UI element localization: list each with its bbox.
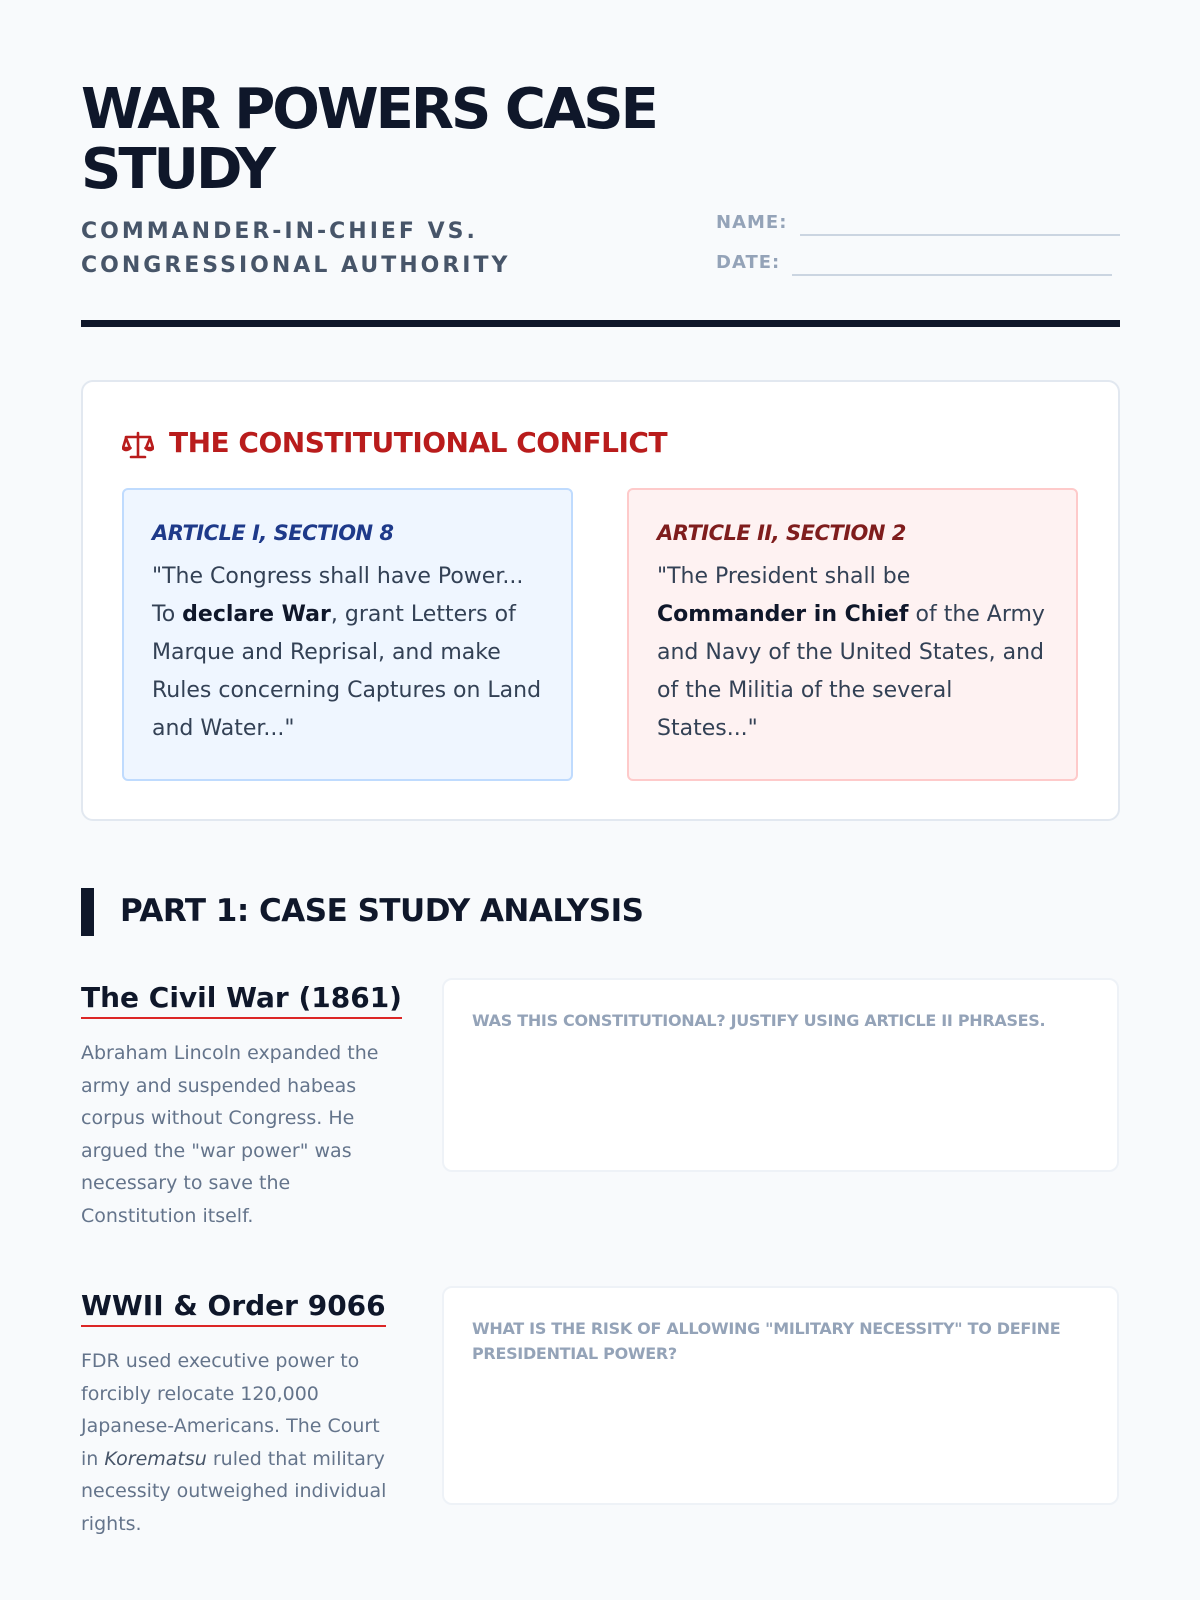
answer-box-civil-war[interactable] [442,978,1119,1172]
case-title-civil-war: The Civil War (1861) [81,980,402,1019]
case-description-wwii: FDR used executive power to forcibly relocate 120,000 Japanese-Americans. The Court in Korematsu ruled that military necessity outweighed individual rights. [81,1350,387,1535]
article-2-box [627,488,1078,781]
section-accent-bar [81,888,94,936]
article-2-emphasis: Commander in Chief [657,602,909,627]
article-2-quote: "The President shall be Commander in Chief of the Army and Navy of the United States, and of the Militia of the several States..." [657,564,1045,741]
answer-prompt-civil-war: WAS THIS CONSTITUTIONAL? JUSTIFY USING ARTICLE II PHRASES. [472,1011,1046,1030]
date-field [716,252,1112,282]
part-1-title: PART 1: CASE STUDY ANALYSIS [120,893,644,929]
case-description-civil-war: Abraham Lincoln expanded the army and suspended habeas corpus without Congress. He argued the "war power" was necessary to save the Constitution itself. [81,1042,379,1227]
article-1-box [122,488,573,781]
name-field [716,212,1120,242]
article-1-heading: ARTICLE I, SECTION 8 [152,521,394,545]
scale-icon [122,430,154,460]
date-line[interactable] [792,274,1112,276]
date-label: DATE: [716,252,781,273]
case-name-korematsu: Korematsu [104,1447,207,1470]
article-1-emphasis: declare War [182,602,331,627]
conflict-title: THE CONSTITUTIONAL CONFLICT [169,426,668,459]
name-line[interactable] [800,234,1120,236]
article-1-quote: "The Congress shall have Power... To declare War, grant Letters of Marque and Reprisal, and make Rules concerning Captures on Land and Water..." [152,564,542,741]
page-subtitle: COMMANDER-IN-CHIEF VS. CONGRESSIONAL AUTHORITY [81,219,511,278]
name-label: NAME: [716,212,788,233]
answer-prompt-wwii: WHAT IS THE RISK OF ALLOWING "MILITARY NECESSITY" TO DEFINE PRESIDENTIAL POWER? [472,1319,1061,1363]
article-2-heading: ARTICLE II, SECTION 2 [657,521,906,545]
answer-box-wwii[interactable] [442,1286,1119,1505]
case-title-wwii: WWII & Order 9066 [81,1288,386,1327]
page-title: WAR POWERS CASE STUDY [81,77,656,202]
header-divider [81,320,1120,327]
